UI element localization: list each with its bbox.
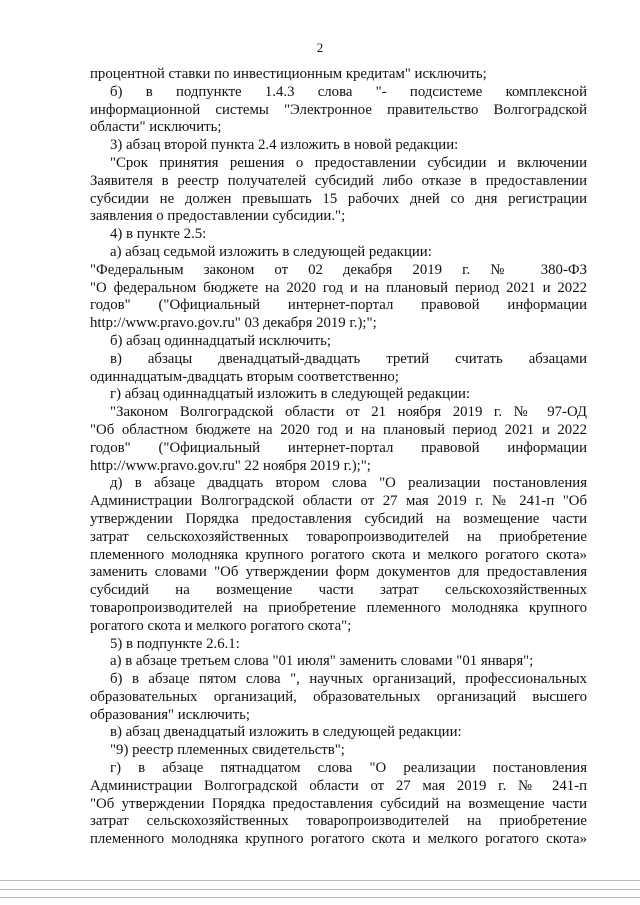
text-line: субсидии не должен превышать 15 рабочих дней со дня регистрации	[90, 190, 587, 207]
text-line: племенного молодняка крупного рогатого скота и мелкого рогатого скота»	[90, 546, 587, 563]
text-line: годов" ("Официальный интернет-портал правовой информации	[90, 297, 587, 314]
text-line: в) абзац двенадцатый изложить в следующей редакции:	[110, 724, 462, 741]
text-line: субсидий на возмещение части затрат сельскохозяйственных	[90, 582, 587, 599]
text-line: а) абзац седьмой изложить в следующей редакции:	[110, 243, 432, 260]
text-line: одиннадцатым-двадцать вторым соответственно;	[90, 368, 399, 385]
text-line: "Федеральным законом от 02 декабря 2019 г. № 380-ФЗ	[90, 261, 587, 278]
text-line: 3) абзац второй пункта 2.4 изложить в новой редакции:	[110, 137, 459, 154]
text-line: заявления о предоставлении субсидии.";	[90, 208, 346, 225]
text-line: 4) в пункте 2.5:	[110, 226, 207, 243]
text-line: "О федеральном бюджете на 2020 год и на плановый период 2021 и 2022	[90, 279, 587, 296]
text-line: информационной системы "Электронное правительство Волгоградской	[90, 101, 587, 118]
text-line: образовательных организаций, образовательных организаций высшего	[90, 688, 587, 705]
text-line: затрат сельскохозяйственных товаропроизводителей на приобретение	[90, 528, 587, 545]
text-line: "9) реестр племенных свидетельств";	[110, 742, 345, 759]
text-line: б) в абзаце пятом слова ", научных организаций, профессиональных	[110, 671, 587, 688]
text-line: Администрации Волгоградской области от 27 мая 2019 г. № 241-п	[90, 777, 587, 794]
text-line: заменить словами "Об утверждении форм документов для предоставления	[90, 564, 587, 581]
document-body	[90, 66, 587, 849]
text-line: Администрации Волгоградской области от 27 мая 2019 г. № 241-п "Об	[90, 493, 587, 510]
text-line: "Срок принятия решения о предоставлении субсидии и включении	[110, 154, 587, 171]
text-line: образования" исключить;	[90, 706, 251, 723]
text-line: г) в абзаце пятнадцатом слова "О реализации постановления	[110, 760, 587, 777]
text-line: рогатого скота и мелкого рогатого скота";	[90, 617, 352, 634]
text-line: товаропроизводителей на приобретение племенного молодняка крупного	[90, 599, 587, 616]
text-line: http://www.pravo.gov.ru" 03 декабря 2019 г.);";	[90, 315, 377, 332]
text-line: "Об областном бюджете на 2020 год и на плановый период 2021 и 2022	[90, 421, 587, 438]
text-line: а) в абзаце третьем слова "01 июля" заменить словами "01 января";	[110, 653, 534, 670]
text-line: Заявителя в реестр получателей субсидий либо отказе в предоставлении	[90, 172, 587, 189]
text-line: области" исключить;	[90, 119, 222, 136]
text-line: д) в абзаце двадцать втором слова "О реализации постановления	[110, 475, 587, 492]
text-line: г) абзац одиннадцатый изложить в следующей редакции:	[110, 386, 471, 403]
text-line: б) абзац одиннадцатый исключить;	[110, 332, 331, 349]
text-line: в) абзацы двенадцатый-двадцать третий считать абзацами	[110, 350, 587, 367]
text-line: процентной ставки по инвестиционным кредитам" исключить;	[90, 66, 487, 82]
page-number: 2	[316, 40, 324, 55]
text-line: затрат сельскохозяйственных товаропроизводителей на приобретение	[90, 813, 587, 830]
text-line: утверждении Порядка предоставления субсидий на возмещение части	[90, 510, 587, 527]
text-line: "Законом Волгоградской области от 21 ноября 2019 г. № 97-ОД	[110, 404, 587, 421]
scan-edge-line	[0, 897, 640, 898]
text-line: 5) в подпункте 2.6.1:	[110, 635, 240, 652]
text-line: "Об утверждении Порядка предоставления субсидий на возмещение части	[90, 795, 587, 812]
text-line: б) в подпункте 1.4.3 слова "- подсистеме комплексной	[110, 83, 587, 100]
text-line: http://www.pravo.gov.ru" 22 ноября 2019 г.);";	[90, 457, 371, 474]
text-line: племенного молодняка крупного рогатого скота и мелкого рогатого скота»	[90, 831, 587, 848]
text-line: годов" ("Официальный интернет-портал правовой информации	[90, 439, 587, 456]
scan-edge-line	[0, 889, 640, 890]
scan-edge-line	[0, 880, 640, 881]
